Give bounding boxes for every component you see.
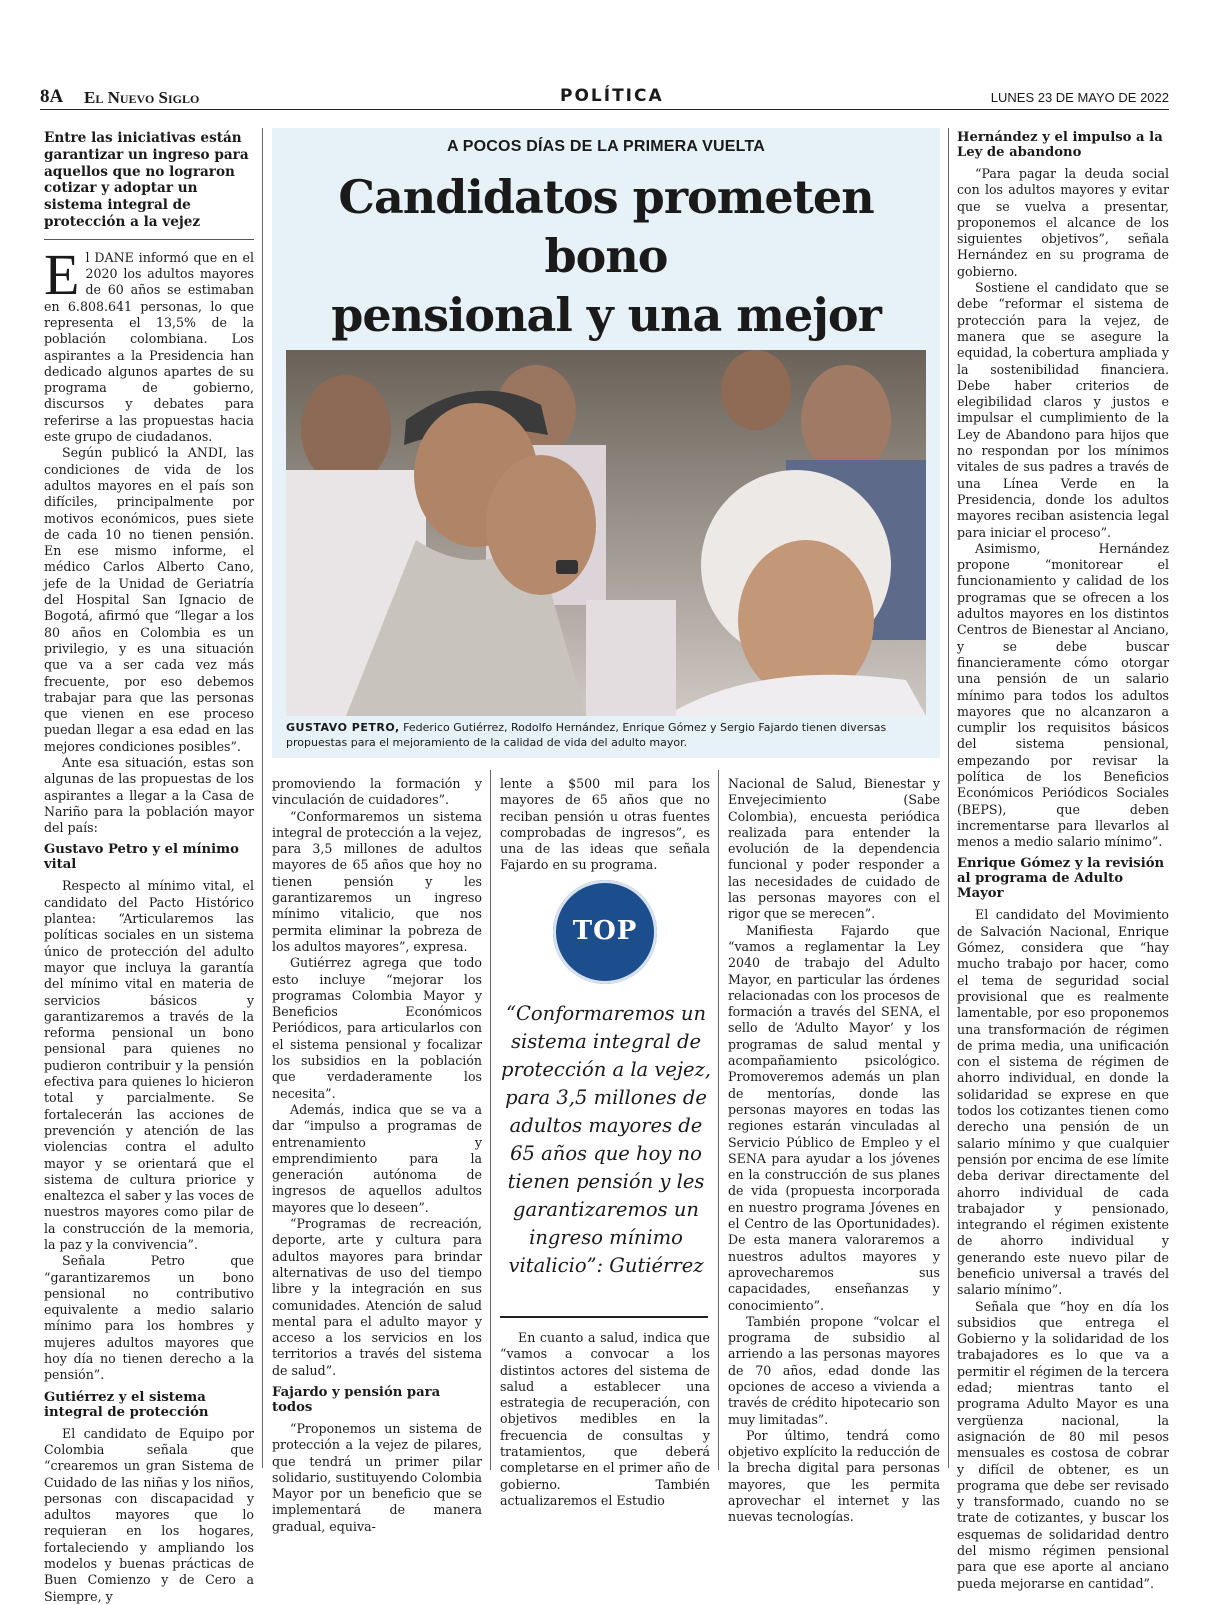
column-divider xyxy=(262,128,263,1468)
article-paragraph: “Proponemos un sistema de protección a la vejez de pilares, que tendrá un primer pilar solidario, sustituyendo Colombia Mayor por un beneficio que se implementará de manera gradual, equiva- xyxy=(272,1420,482,1534)
photo-caption: GUSTAVO PETRO, Federico Gutiérrez, Rodolfo Hernández, Enrique Gómez y Sergio Fajardo tienen diversas propuestas para el mejoramiento de la calidad de vida del adulto mayor. xyxy=(286,721,887,749)
article-paragraph: Por último, tendrá como objetivo explícito la reducción de la brecha digital para personas mayores, que les permita aprovechar el internet y las nuevas tecnologías. xyxy=(728,1427,940,1525)
article-paragraph: Sostiene el candidato que se debe “reformar el sistema de protección para la vejez, de manera que se asegure la equidad, la cobertura ampliada y la sostenibilidad financiera. Debe haber criterios de elegibilidad claros y justos e impulsar el cumplimiento de la Ley de Abandono para hijos que no respondan por los mínimos vitales de sus padres a través de una Línea Verde en la Presidencia, donde los adultos mayores reciban asistencia legal para iniciar el proceso”. xyxy=(957,280,1169,540)
kicker: A POCOS DÍAS DE LA PRIMERA VUELTA xyxy=(446,138,766,155)
column-3-bottom xyxy=(500,1330,710,1509)
article-paragraph: También propone “volcar el programa de subsidio al arriendo a las personas mayores de 70 años, edad donde las opciones de acceso a vivienda a través de crédito hipotecario son muy limitadas”. xyxy=(728,1313,940,1427)
article-paragraph: “Para pagar la deuda social con los adultos mayores y evitar que se vuelva a presentar, proponemos el alcance de los siguientes objetivos”, señala Hernández en su programa de gobierno. xyxy=(957,166,1169,279)
article-paragraph: Según publicó la ANDI, las condiciones de vida de los adultos mayores en el país son difíciles, principalmente por motivos económicos, pues siete de cada 10 no tienen pensión. En ese mismo informe, el médico Carlos Alberto Cano, jefe de la Unidad de Geriatría del Hospital San Ignacio de Bogotá, afirmó que “llegar a los 80 años en Colombia es un privilegio, y es una situación que va a ser cada vez más frecuente, por eso debemos trabajar para que las personas que vienen en ese proceso puedan llegar a esa edad en las mejores condiciones posibles”. xyxy=(44,445,254,754)
section-title: POLÍTICA xyxy=(560,86,664,106)
column-4 xyxy=(728,776,940,1526)
article-paragraph: promoviendo la formación y vinculación de cuidadores”. xyxy=(272,776,482,808)
article-paragraph: Señala Petro que “garantizaremos un bono pensional no contributivo equivalente a medio salario mínimo para los hombres y mujeres adultos mayores que hoy día no tienen derecho a la pensión”. xyxy=(44,1253,254,1383)
subheading-fajardo: Fajardo y pensión para todos xyxy=(272,1384,441,1415)
subheading-gutierrez: Gutiérrez y el sistema integral de protección xyxy=(44,1389,209,1420)
article-paragraph: “Programas de recreación, deporte, arte y cultura para adultos mayores para brindar alternativas de uso del tiempo libre y la integración en sus comunidades. Atención de salud mental para el adulto mayor y acceso a los servicios en los territorios a través del sistema de salud”. xyxy=(272,1216,482,1378)
page-date: LUNES 23 DE MAYO DE 2022 xyxy=(990,90,1169,105)
article-paragraph: Manifiesta Fajardo que “vamos a reglamentar la Ley 2040 de trabajo del Adulto Mayor, en particular las órdenes relacionadas con los procesos de formación a través del SENA, el sello de ‘Adulto Mayor’ y los programas de salud mental y acompañamiento psicológico. Promoveremos además un plan de mentorías, donde las personas mayores en todas las regiones estarán vinculadas al Servicio Público de Empleo y el SENA para ayudar a los jóvenes en la construcción de sus planes de vida (propuesta incorporada en nuestro programa Jóvenes en el Centro de las Oportunidades). De esta manera valoraremos a nuestros adultos mayores y aprovecharemos sus capacidades, enseñanzas y conocimiento”. xyxy=(728,922,940,1313)
article-paragraph: lente a $500 mil para los mayores de 65 años que no reciban pensión u otras fuentes comprobadas de ingresos”, es una de las ideas que señala Fajardo en su programa. xyxy=(500,776,710,873)
feature-box xyxy=(272,128,940,758)
article-paragraph: Nacional de Salud, Bienestar y Envejecimiento (Sabe Colombia), encuesta periódica realizada para entender la evolución de la dependencia funcional y poder responder a las necesidades de cuidado de las personas mayores con el rigor que se merecen”. xyxy=(728,776,940,922)
photo-elderly-crowd xyxy=(286,350,926,716)
headline: Candidatos prometen bono pensional y una mejor xyxy=(331,170,881,342)
column-1 xyxy=(44,130,254,1605)
subheading-petro: Gustavo Petro y el mínimo vital xyxy=(44,842,239,873)
page-number: 8A xyxy=(40,86,64,107)
column-divider xyxy=(490,770,491,1470)
column-3 xyxy=(500,776,710,874)
article-paragraph: En cuanto a salud, indica que “vamos a convocar a los distintos actores del sistema de salud a establecer una estrategia de recuperación, con objetivos medibles en la frecuencia de consultas y tratamientos, que deberá completarse en el primer año de gobierno. También actualizaremos el Estudio xyxy=(500,1330,710,1508)
article-paragraph: Asimismo, Hernández propone “monitorear el funcionamiento y calidad de los programas que se ofrecen a los adultos mayores en los distintos Centros de Bienestar al Anciano, y se debe buscar financieramente cómo otorgar una pensión de un salario mínimo para todos los adultos mayores que no alcanzaron a cumplir los requisitos básicos del sistema pensional, empezando por revisar la política de los Beneficios Económicos Periódicos Sociales (BEPS), que deben incrementarse para llevarlos al menos a medio salario mínimo”. xyxy=(957,540,1169,850)
newspaper-name: El Nuevo Siglo xyxy=(84,88,200,107)
drop-cap: E xyxy=(44,241,80,307)
article-paragraph: Gutiérrez agrega que todo esto incluye “mejorar los programas Colombia Mayor y Beneficios Económicos Periódicos, para articularlos con el sistema pensional y focalizar los subsidios en la población que verdaderamente los necesita”. xyxy=(272,955,482,1101)
pull-quote: “Conformaremos un sistema integral de protección a la vejez, para 3,5 millones de adultos mayores de 65 años que hoy no tienen pensión y les garantizaremos un ingreso mínimo vitalicio”: Gutiérrez xyxy=(501,1002,711,1277)
column-5 xyxy=(957,130,1169,1592)
article-paragraph: El candidato de Equipo por Colombia señala que “crearemos un gran Sistema de Cuidado de las niñas y los niños, personas con discapacidad y adultos mayores que lo requieran en los hogares, fortaleciendo y ampliando los modelos y buenas prácticas de Buen Comienzo y de Cero a Siempre, y xyxy=(44,1425,254,1604)
article-paragraph: El DANE informó que en el 2020 los adultos mayores de 60 años se estimaban en 6.808.641 personas, lo que representa el 13,5% de la población colombiana. Los aspirantes a la Presidencia han dedicado algunos apartes de su programa de gobierno, discursos y debates para referirse a las propuestas hacia este grupo de ciudadanos. xyxy=(44,241,254,445)
article-paragraph: Señala que “hoy en día los subsidios que entrega el Gobierno y la solidaridad de los trabajadores es lo que va a permitir el régimen de la tercera edad; mientras tanto el programa Adulto Mayor es una vergüenza nacional, la asignación de 80 mil pesos mensuales es costosa de cobrar y difícil de obtener, es un programa que debe ser revisado y transformado, cuando no se trate de cotizantes, y buscar los esquemas de solidaridad dentro del mismo régimen pensional para que ese aporte al anciano pueda mejorarse en cantidad”. xyxy=(957,1298,1169,1591)
top-badge: TOP xyxy=(553,880,657,984)
article-paragraph: Además, indica que se va a dar “impulso a programas de entrenamiento y emprendimiento para la generación autónoma de ingresos de aquellos adultos mayores que lo deseen”. xyxy=(272,1101,482,1215)
pull-quote-rule xyxy=(500,1316,708,1318)
article-paragraph: Respecto al mínimo vital, el candidato del Pacto Histórico plantea: “Articularemos las políticas sociales en un sistema único de protección del adulto mayor que incluya la garantía del mínimo vital en materia de servicios básicos y garantizaremos a través de la reforma pensional un bono pensional para quienes no pudieron contribuir y la pensión efectiva para quienes lo hicieron total y parcialmente. Se fortalecerán las acciones de prevención y atención de las violencias contra el adulto mayor y se orientará que el sistema de cultura priorice y enaltezca el saber y las voces de nuestros mayores como pilar de la construcción de la memoria, la paz y la convivencia”. xyxy=(44,878,254,1252)
subheading-gomez: Enrique Gómez y la revisión al programa de Adulto Mayor xyxy=(957,856,1165,902)
column-divider xyxy=(718,770,719,1470)
article-paragraph: “Conformaremos un sistema integral de protección a la vejez, para 3,5 millones de adultos mayores de 65 años que hoy no tienen pensión y les garantizaremos un ingreso mínimo vitalicio, que nos permita eliminar la pobreza de los adultos mayores”, expresa. xyxy=(272,808,482,954)
column-divider xyxy=(948,128,949,1468)
article-paragraph: El candidato del Movimiento de Salvación Nacional, Enrique Gómez, considera que “hay mucho trabajo por hacer, como el tema de seguridad social provisional que es realmente lamentable, por eso proponemos una transformación de régimen de prima media, una unificación con el sistema de régimen de ahorro individual, en donde la solidaridad se exprese en que todos los cotizantes tienen como derecho una pensión de un salario mínimo y que cualquier pensión por encima de ese límite deba derivar directamente del ahorro individual de cada trabajador y pensionado, integrando el régimen existente de ahorro individual y generando este nuevo pilar de beneficio universal a través del salario mínimo”. xyxy=(957,907,1169,1298)
header-rule xyxy=(40,109,1169,110)
column-2 xyxy=(272,776,482,1535)
article-paragraph: Ante esa situación, estas son algunas de las propuestas de los aspirantes a llegar a la Casa de Nariño para la población mayor del país: xyxy=(44,754,254,836)
subheading-hernandez: Hernández y el impulso a la Ley de abandono xyxy=(957,130,1163,160)
deck: Entre las iniciativas están garantizar un ingreso para aquellos que no lograron cotizar y adoptar un sistema integral de protección a la vejez xyxy=(44,130,254,240)
